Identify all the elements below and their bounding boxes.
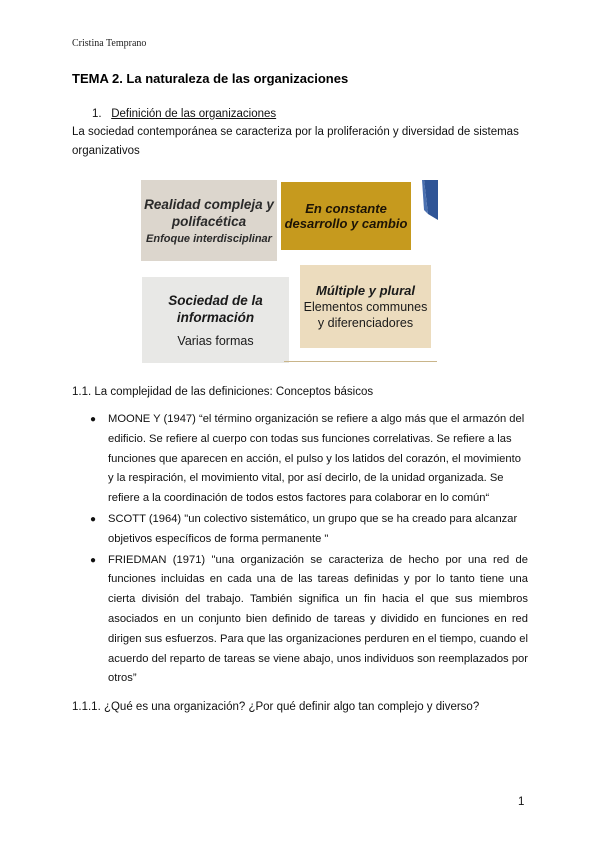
page-header-author: Cristina Temprano <box>72 38 147 49</box>
bullet-icon: ● <box>90 513 97 525</box>
bullet-icon: ● <box>90 414 97 425</box>
subsection-heading-1-1: 1.1. La complejidad de las definiciones: Conceptos básicos <box>72 386 374 398</box>
list-item <box>88 551 528 690</box>
diagram-box-subtitle: Enfoque interdisciplinar <box>146 232 272 245</box>
intro-paragraph: La sociedad contemporánea se caracteriza por la proliferación y diversidad de sistemas organizativos <box>72 126 519 157</box>
section-heading-text: Definición de las organizaciones <box>111 108 277 120</box>
page-number: 1 <box>518 796 525 808</box>
section-heading <box>92 108 276 120</box>
diagram-box-constant-development <box>281 182 411 250</box>
bullet-icon: ● <box>90 554 97 566</box>
diagram-box-subtitle: Elementos communes y diferenciadores <box>303 299 428 330</box>
list-item <box>88 410 528 509</box>
diagram-box-title: Múltiple y plural <box>316 282 415 298</box>
diagram-divider <box>284 361 437 362</box>
subsection-heading-1-1-1: 1.1.1. ¿Qué es una organización? ¿Por qué definir algo tan complejo y diverso? <box>72 701 480 713</box>
definitions-list <box>88 410 528 690</box>
diagram-box-title: Sociedad de la información <box>168 293 263 325</box>
definition-text: SCOTT (1964) "un colectivo sistemático, un grupo que se ha creado para alcanzar objetivos específicos de forma permanente " <box>108 512 518 545</box>
diagram-box-multiple-plural <box>300 265 431 348</box>
definition-text: FRIEDMAN (1971) "una organización se caracteriza de hecho por una red de funciones incluidas en cada una de las tareas definidas y por lo tanto tiene una cierta división del trabajo. También significa un fin hacia el que sus miembros asociados en un conjunto bien definido de tareas y dividido en funciones en red dirigen sus esfuerzos. Para que las organizaciones perduren en el tiempo, cuando el acuerdo del reparto de tareas se viene abajo, unos individuos son reemplazados por otros” <box>108 553 528 685</box>
diagram-box-information-society <box>142 277 289 363</box>
section-number: 1. <box>92 108 102 120</box>
diagram-box-complex-reality <box>141 180 277 261</box>
diagram-box-title: En constante desarrollo y cambio <box>284 201 408 231</box>
list-item <box>88 510 528 550</box>
diagram-box-title: Realidad compleja y polifacética <box>144 196 274 229</box>
diagram-box-subtitle: Varias formas <box>177 334 254 348</box>
diagram-accent-shape <box>422 180 438 220</box>
page-title: TEMA 2. La naturaleza de las organizaciones <box>72 71 349 86</box>
definition-text: MOONE Y (1947) “el término organización se refiere a algo más que el armazón del edificio. Se refiere al cuerpo con todas sus funciones correlativas. Se refiere a las funciones que aparecen en acción, el pulso y los latidos del corazón, el movimiento y la respiración, el movimiento vital, por así decirlo, de la unidad organizada. Se refiere a la coordinación de todos estos factores para colaborar en lo común“ <box>108 413 525 505</box>
